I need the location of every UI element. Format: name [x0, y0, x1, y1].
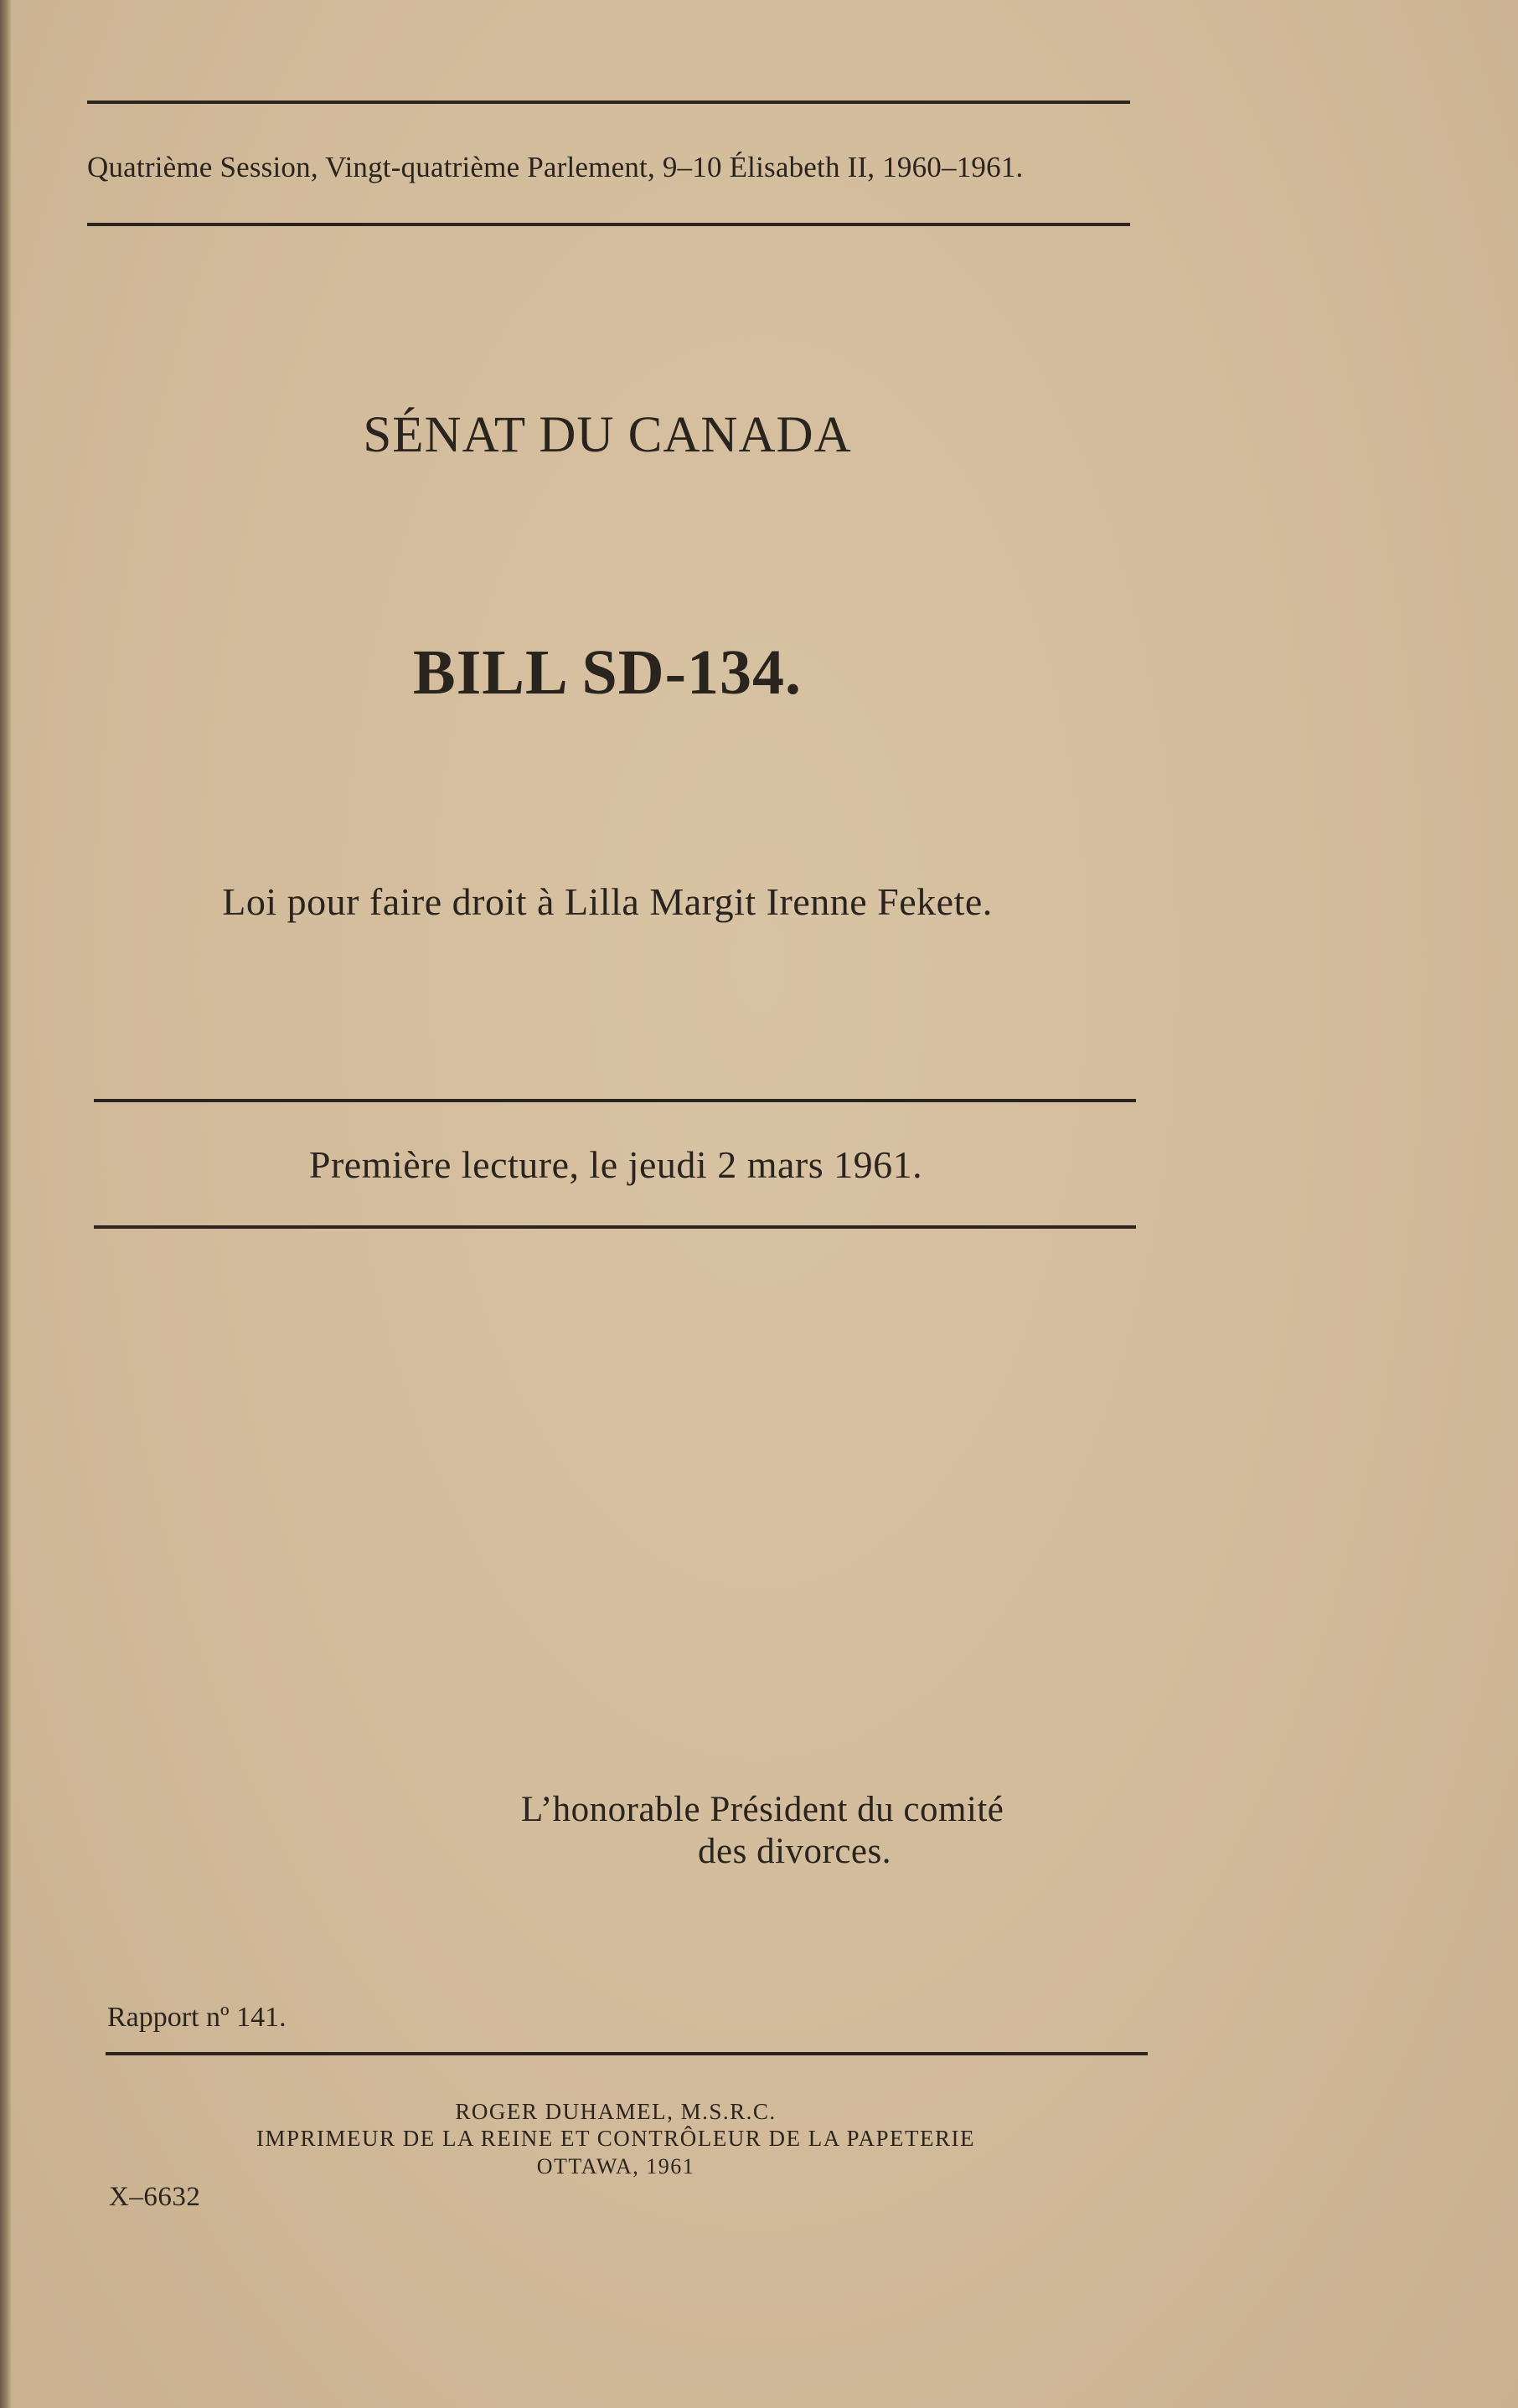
- report-number: Rapport nº 141.: [107, 2002, 287, 2033]
- senate-heading: SÉNAT DU CANADA: [363, 407, 852, 463]
- session-line: Quatrième Session, Vingt-quatrième Parlement, 9–10 Élisabeth II, 1960–1961.: [87, 151, 1024, 183]
- sponsor-line-2: des divorces.: [698, 1832, 891, 1871]
- printer-title: IMPRIMEUR DE LA REINE ET CONTRÔLEUR DE LA PAPETERIE: [256, 2126, 975, 2151]
- reading-rule-bottom: [94, 1225, 1136, 1229]
- top-rule: [87, 101, 1130, 104]
- printer-location: OTTAWA, 1961: [536, 2154, 695, 2179]
- bill-title: Loi pour faire droit à Lilla Margit Irenne Fekete.: [222, 880, 993, 923]
- first-reading: Première lecture, le jeudi 2 mars 1961.: [308, 1143, 923, 1186]
- document-code: X–6632: [109, 2182, 201, 2212]
- reading-rule-top: [94, 1099, 1136, 1102]
- sponsor-line-1: L’honorable Président du comité: [521, 1790, 1004, 1829]
- footer-rule: [106, 2052, 1148, 2055]
- binding-edge: [0, 0, 12, 2408]
- session-rule: [87, 223, 1130, 226]
- printer-name: ROGER DUHAMEL, M.S.R.C.: [455, 2099, 777, 2124]
- bill-number: BILL SD-134.: [413, 637, 802, 708]
